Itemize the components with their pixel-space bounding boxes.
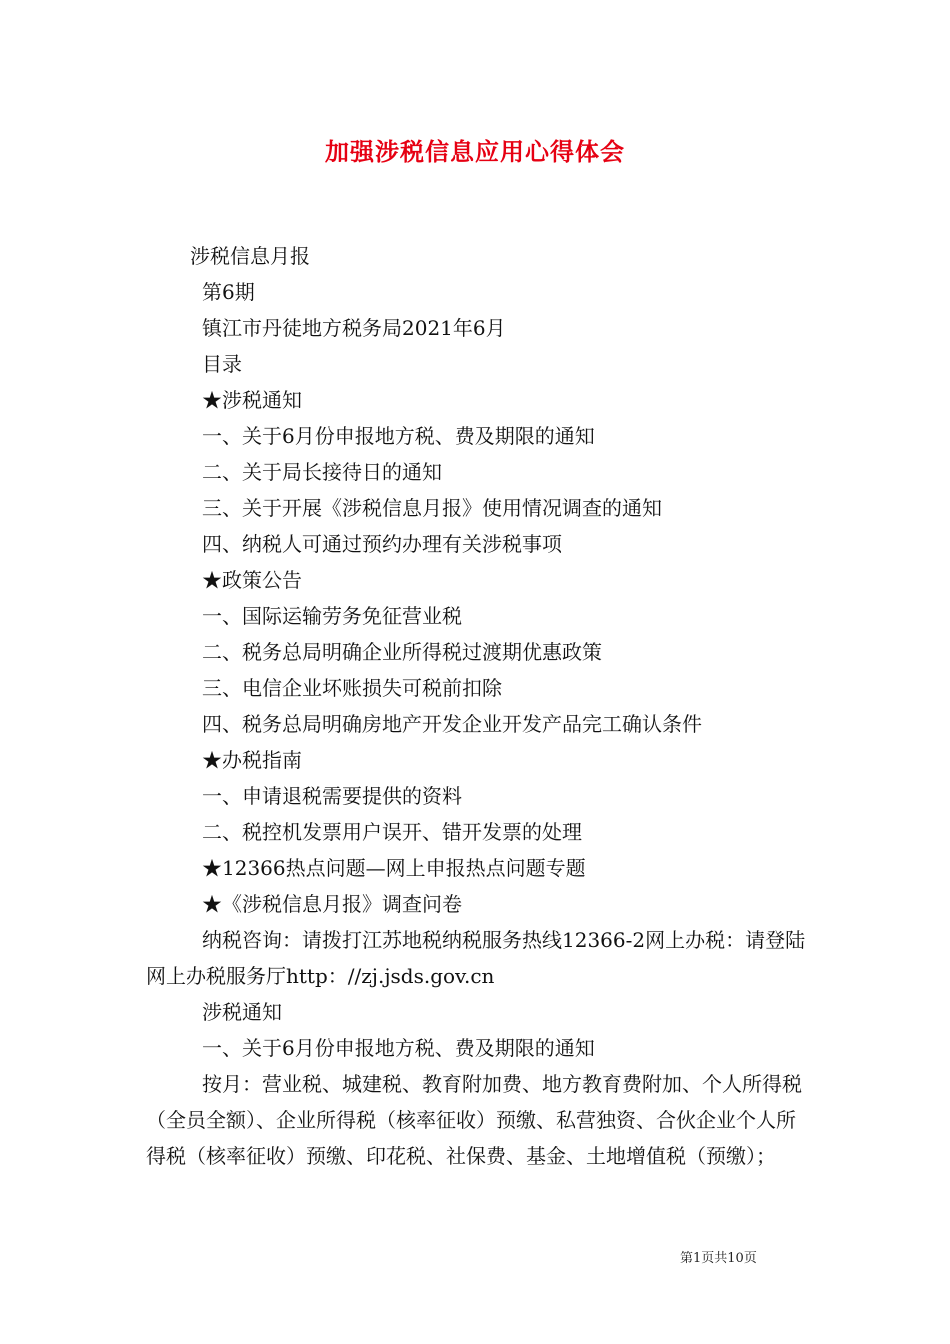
paragraph: 一、国际运输劳务免征营业税 — [202, 604, 462, 628]
paragraph: 二、税控机发票用户误开、错开发票的处理 — [202, 820, 582, 844]
paragraph: 二、税务总局明确企业所得税过渡期优惠政策 — [202, 640, 602, 664]
paragraph: 二、关于局长接待日的通知 — [202, 460, 442, 484]
paragraph: ★《涉税信息月报》调查问卷 — [202, 892, 462, 916]
paragraph: 目录 — [202, 352, 242, 376]
paragraph: 三、电信企业坏账损失可税前扣除 — [202, 676, 502, 700]
paragraph: 涉税通知 — [202, 1000, 282, 1024]
paragraph: 三、关于开展《涉税信息月报》使用情况调查的通知 — [202, 496, 662, 520]
paragraph: 一、申请退税需要提供的资料 — [202, 784, 462, 808]
document-body — [146, 238, 811, 1174]
paragraph: 镇江市丹徒地方税务局2021年6月 — [202, 316, 506, 340]
paragraph: ★涉税通知 — [202, 388, 302, 412]
paragraph: ★政策公告 — [202, 568, 302, 592]
document-title: 加强涉税信息应用心得体会 — [325, 137, 625, 166]
paragraph: 四、纳税人可通过预约办理有关涉税事项 — [202, 532, 562, 556]
paragraph: ★12366热点问题—网上申报热点问题专题 — [202, 856, 586, 880]
paragraph: 四、税务总局明确房地产开发企业开发产品完工确认条件 — [202, 712, 702, 736]
paragraph: 第6期 — [202, 280, 255, 304]
paragraph: 涉税信息月报 — [190, 244, 310, 268]
paragraph: ★办税指南 — [202, 748, 302, 772]
page-footer: 第1页共10页 — [680, 1251, 757, 1266]
paragraph: 一、关于6月份申报地方税、费及期限的通知 — [202, 1036, 595, 1060]
paragraph: 纳税咨询：请拨打江苏地税纳税服务热线12366-2网上办税：请登陆网上办税服务厅http：//zj.jsds.gov.cn — [146, 928, 806, 988]
paragraph: 一、关于6月份申报地方税、费及期限的通知 — [202, 424, 595, 448]
paragraph: 按月：营业税、城建税、教育附加费、地方教育费附加、个人所得税（全员全额）、企业所得税（核率征收）预缴、私营独资、合伙企业个人所得税（核率征收）预缴、印花税、社保费、基金、土地增值税（预缴）； — [146, 1072, 802, 1168]
